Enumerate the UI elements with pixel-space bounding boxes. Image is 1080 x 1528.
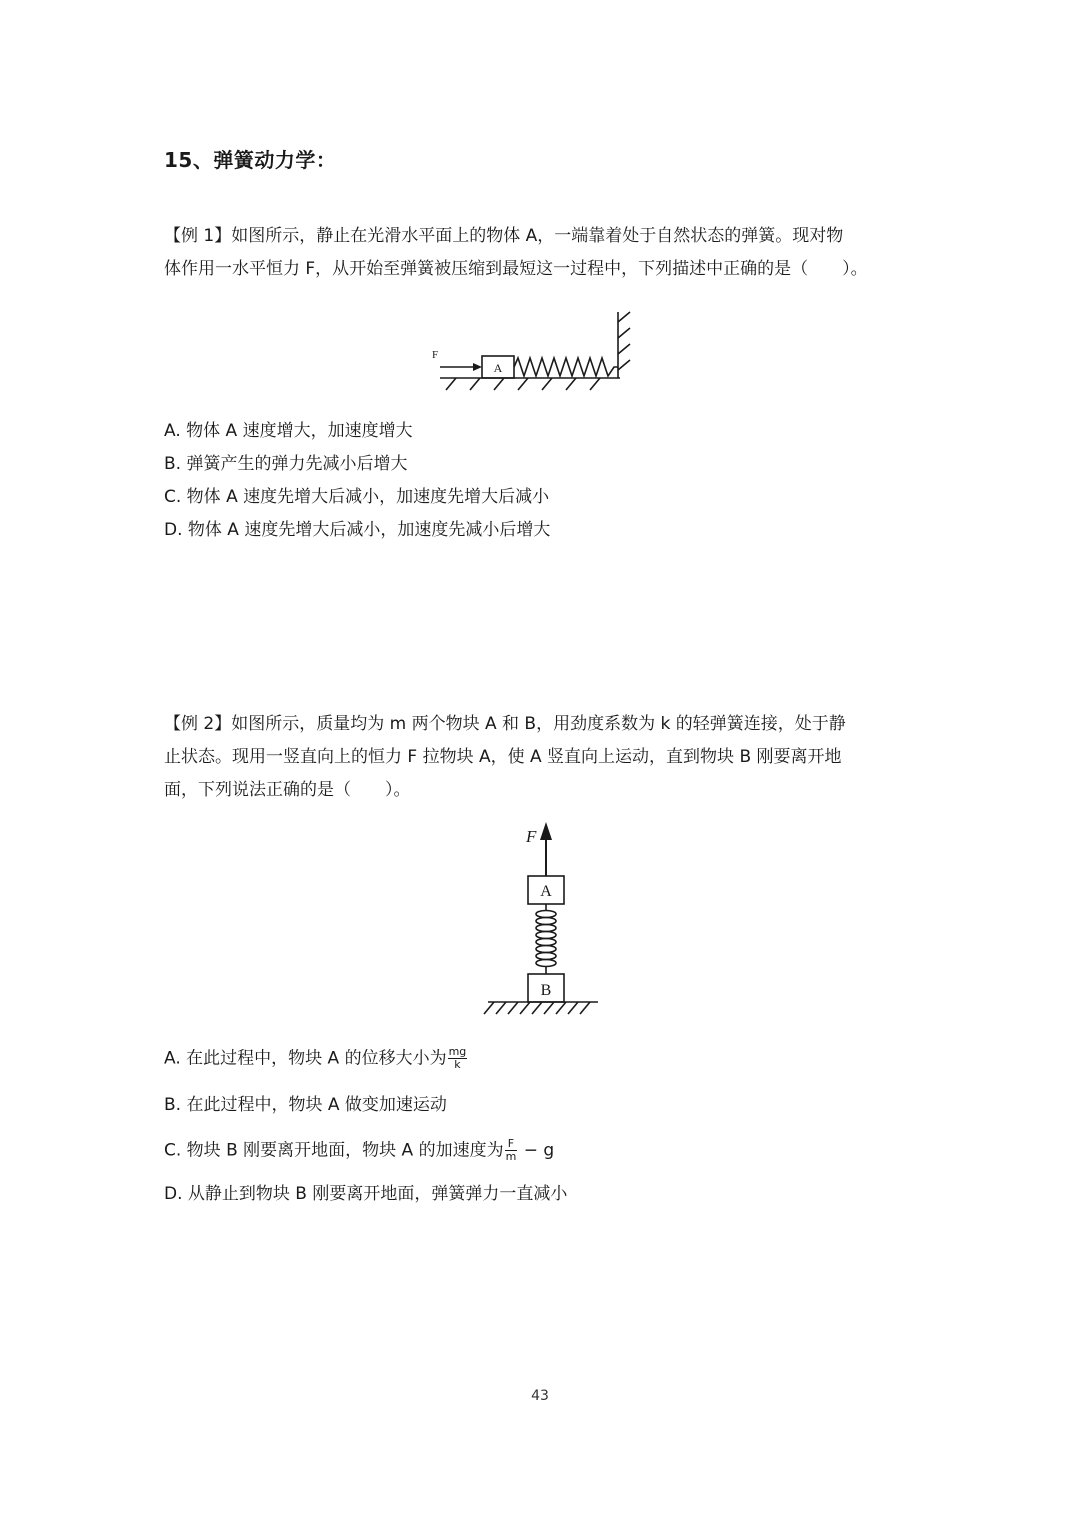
example1-stem <box>164 220 924 286</box>
vertical-spring <box>536 904 556 974</box>
example2-stem-line1: 【例 2】如图所示，质量均为 m 两个物块 A 和 B，用劲度系数为 k 的轻弹簧连接，处于静 <box>164 714 846 734</box>
example2-option-b: B. 在此过程中，物块 A 做变加速运动 <box>164 1095 447 1115</box>
example2-option-c <box>164 1138 554 1163</box>
force-arrow-head <box>540 822 552 840</box>
option-c-tail: − g <box>518 1140 555 1161</box>
block-a-label: A <box>540 883 552 900</box>
option-c-text: C. 物块 B 刚要离开地面，物块 A 的加速度为 <box>164 1140 504 1161</box>
force-arrow-head <box>473 363 482 371</box>
option-a-text: A. 在此过程中，物块 A 的位移大小为 <box>164 1048 447 1069</box>
example2-option-d: D. 从静止到物块 B 刚要离开地面，弹簧弹力一直减小 <box>164 1184 568 1204</box>
block-a-label: A <box>493 361 503 375</box>
example1-figure <box>420 306 640 396</box>
example2-stem-line2: 止状态。现用一竖直向上的恒力 F 拉物块 A，使 A 竖直向上运动，直到物块 B 刚要离开地 <box>164 747 842 767</box>
example1-option-b: B. 弹簧产生的弹力先减小后增大 <box>164 454 408 474</box>
fraction-denominator: m <box>505 1150 517 1163</box>
example2-option-a <box>164 1046 468 1071</box>
example1-stem-line1: 【例 1】如图所示，静止在光滑水平面上的物体 A，一端靠着处于自然状态的弹簧。现对物 <box>164 226 844 246</box>
example1-option-a: A. 物体 A 速度增大，加速度增大 <box>164 421 413 441</box>
page-number: 43 <box>531 1388 549 1404</box>
block-b-label: B <box>540 982 552 999</box>
ground-hatch <box>446 378 600 390</box>
horizontal-spring <box>514 358 618 376</box>
fraction-mg-over-k <box>448 1046 468 1071</box>
fraction-f-over-m <box>505 1138 518 1163</box>
example1-option-c: C. 物体 A 速度先增大后减小，加速度先增大后减小 <box>164 487 550 507</box>
example1-stem-line2: 体作用一水平恒力 F，从开始至弹簧被压缩到最短这一过程中，下列描述中正确的是（ ）。 <box>164 259 868 279</box>
fraction-denominator: k <box>454 1058 461 1071</box>
force-label-f: F <box>432 349 439 361</box>
example2-figure <box>470 818 610 1022</box>
fraction-numerator: F <box>505 1138 518 1151</box>
wall-hatch <box>618 312 630 370</box>
fraction-numerator: mg <box>448 1045 467 1058</box>
example1-option-d: D. 物体 A 速度先增大后减小，加速度先减小后增大 <box>164 520 551 540</box>
section-title: 15、弹簧动力学： <box>164 148 337 172</box>
force-label-f: F <box>526 827 537 846</box>
example2-stem-line3: 面，下列说法正确的是（ ）。 <box>164 780 411 800</box>
example2-stem <box>164 708 924 807</box>
ground-hatch <box>484 1002 590 1014</box>
